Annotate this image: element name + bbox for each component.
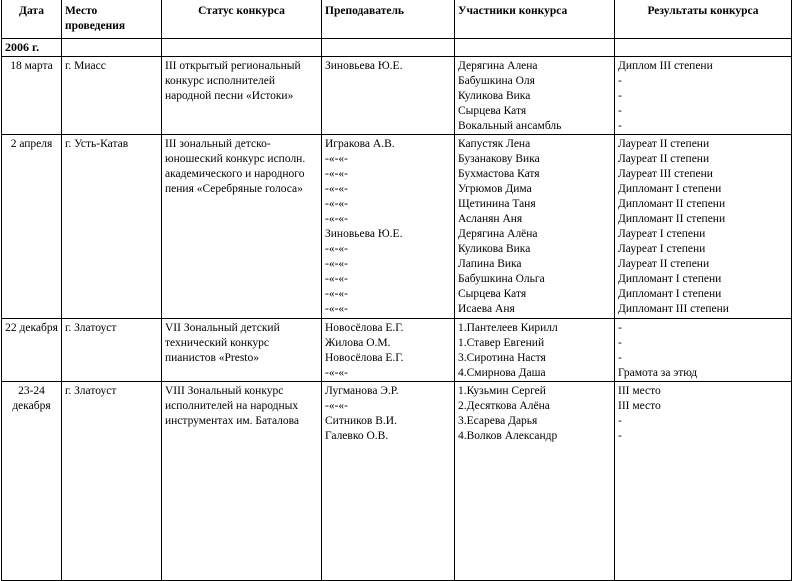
participant-name: Бухмастова Катя [458,168,540,180]
status-cell: III зональный детско-юношеский конкурс исполн. академического и народного пения «Серебряные голоса» [162,135,322,319]
result-text: - [618,415,622,427]
result-text: Дипломант III степени [618,303,729,315]
result-text: Грамота за этюд [618,367,698,379]
participants-cell [455,57,615,135]
year-label: 2006 г. [2,39,62,57]
status-cell: VII Зональный детский технический конкурс пианистов «Presto» [162,319,322,382]
teacher-name: -«-«- [325,153,348,165]
table-row [2,135,792,319]
result-text: Дипломант II степени [618,198,726,210]
results-cell [615,382,792,581]
participant-name: Бузанакову Вика [458,153,540,165]
teacher-name: Лугманова Э.Р. [325,385,399,397]
teacher-name: -«-«- [325,400,348,412]
result-text: Лауреат II степени [618,138,710,150]
header-row [2,0,792,39]
date-cell: 2 апреля [2,135,62,319]
result-text: - [618,75,622,87]
teacher-cell [322,135,455,319]
contest-results-table [1,0,792,581]
result-text: III место [618,400,661,412]
teacher-name: Галевко О.В. [325,430,389,442]
table-row [2,382,792,581]
result-text: Дипломант I степени [618,288,722,300]
header-place: Место проведения [62,0,162,39]
participant-name: 4.Смирнова Даша [458,367,546,379]
participant-name: Дерягина Алена [458,60,538,72]
result-text: - [618,322,622,334]
participant-name: Исаева Аня [458,303,515,315]
year-empty-cell [455,39,615,57]
teacher-name: -«-«- [325,183,348,195]
participants-cell [455,382,615,581]
participant-name: 3.Есарева Дарья [458,415,538,427]
teacher-name: Ситников В.И. [325,415,397,427]
teacher-name: Жилова О.М. [325,337,391,349]
result-text: - [618,90,622,102]
teacher-name: -«-«- [325,288,348,300]
participant-name: Лапина Вика [458,258,522,270]
participant-name: Капустяк Лена [458,138,531,150]
teacher-name: Новосёлова Е.Г. [325,322,404,334]
result-text: Дипломант I степени [618,273,722,285]
participant-name: Дерягина Алёна [458,228,538,240]
place-cell: г. Усть-Катав [62,135,162,319]
result-text: - [618,120,622,132]
header-results: Результаты конкурса [615,0,792,39]
result-text: Дипломант II степени [618,213,726,225]
teacher-cell [322,57,455,135]
result-text: Лауреат III степени [618,168,713,180]
teacher-name: -«-«- [325,273,348,285]
results-cell [615,135,792,319]
results-cell [615,319,792,382]
teacher-name: Игракова А.В. [325,138,395,150]
header-status: Статус конкурса [162,0,322,39]
year-empty-cell [62,39,162,57]
result-text: - [618,337,622,349]
participant-name: Угрюмов Дима [458,183,532,195]
header-date: Дата [2,0,62,39]
participant-name: Вокальный ансамбль [458,120,562,132]
place-cell: г. Златоуст [62,382,162,581]
participants-cell [455,135,615,319]
header-participants: Участники конкурса [455,0,615,39]
teacher-name: -«-«- [325,168,348,180]
participant-name: 1.Пантелеев Кирилл [458,322,558,334]
header-teacher: Преподаватель [322,0,455,39]
teacher-name: Зиновьева Ю.Е. [325,60,403,72]
teacher-cell [322,319,455,382]
teacher-name: -«-«- [325,367,348,379]
date-cell: 18 марта [2,57,62,135]
participant-name: 1.Кузьмин Сергей [458,385,546,397]
result-text: Диплом III степени [618,60,713,72]
participant-name: 1.Ставер Евгений [458,337,545,349]
teacher-name: -«-«- [325,198,348,210]
participant-name: Куликова Вика [458,243,531,255]
result-text: - [618,352,622,364]
teacher-cell [322,382,455,581]
year-empty-cell [615,39,792,57]
participant-name: Сырцева Катя [458,105,527,117]
teacher-name: -«-«- [325,213,348,225]
year-row [2,39,792,57]
result-text: III место [618,385,661,397]
status-cell: VIII Зональный конкурс исполнителей на народных инструментах им. Баталова [162,382,322,581]
participant-name: 2.Десяткова Алёна [458,400,550,412]
result-text: Лауреат II степени [618,153,710,165]
result-text: Лауреат I степени [618,243,706,255]
participant-name: Куликова Вика [458,90,531,102]
result-text: Лауреат II степени [618,258,710,270]
participant-name: 4.Волков Александр [458,430,558,442]
participant-name: 3.Сиротина Настя [458,352,546,364]
teacher-name: -«-«- [325,303,348,315]
teacher-name: -«-«- [325,258,348,270]
date-cell: 22 декабря [2,319,62,382]
participant-name: Щетинина Таня [458,198,536,210]
result-text: - [618,105,622,117]
result-text: Дипломант I степени [618,183,722,195]
year-empty-cell [162,39,322,57]
participant-name: Бабушкина Ольга [458,273,545,285]
date-cell: 23-24 декабря [2,382,62,581]
result-text: - [618,430,622,442]
year-empty-cell [322,39,455,57]
status-cell: III открытый региональный конкурс исполнителей народной песни «Истоки» [162,57,322,135]
place-cell: г. Миасс [62,57,162,135]
table-row [2,57,792,135]
teacher-name: Зиновьева Ю.Е. [325,228,403,240]
participant-name: Бабушкина Оля [458,75,535,87]
result-text: Лауреат I степени [618,228,706,240]
participants-cell [455,319,615,382]
participant-name: Асланян Аня [458,213,523,225]
results-cell [615,57,792,135]
teacher-name: -«-«- [325,243,348,255]
place-cell: г. Златоуст [62,319,162,382]
teacher-name: Новосёлова Е.Г. [325,352,404,364]
table-row [2,319,792,382]
participant-name: Сырцева Катя [458,288,527,300]
